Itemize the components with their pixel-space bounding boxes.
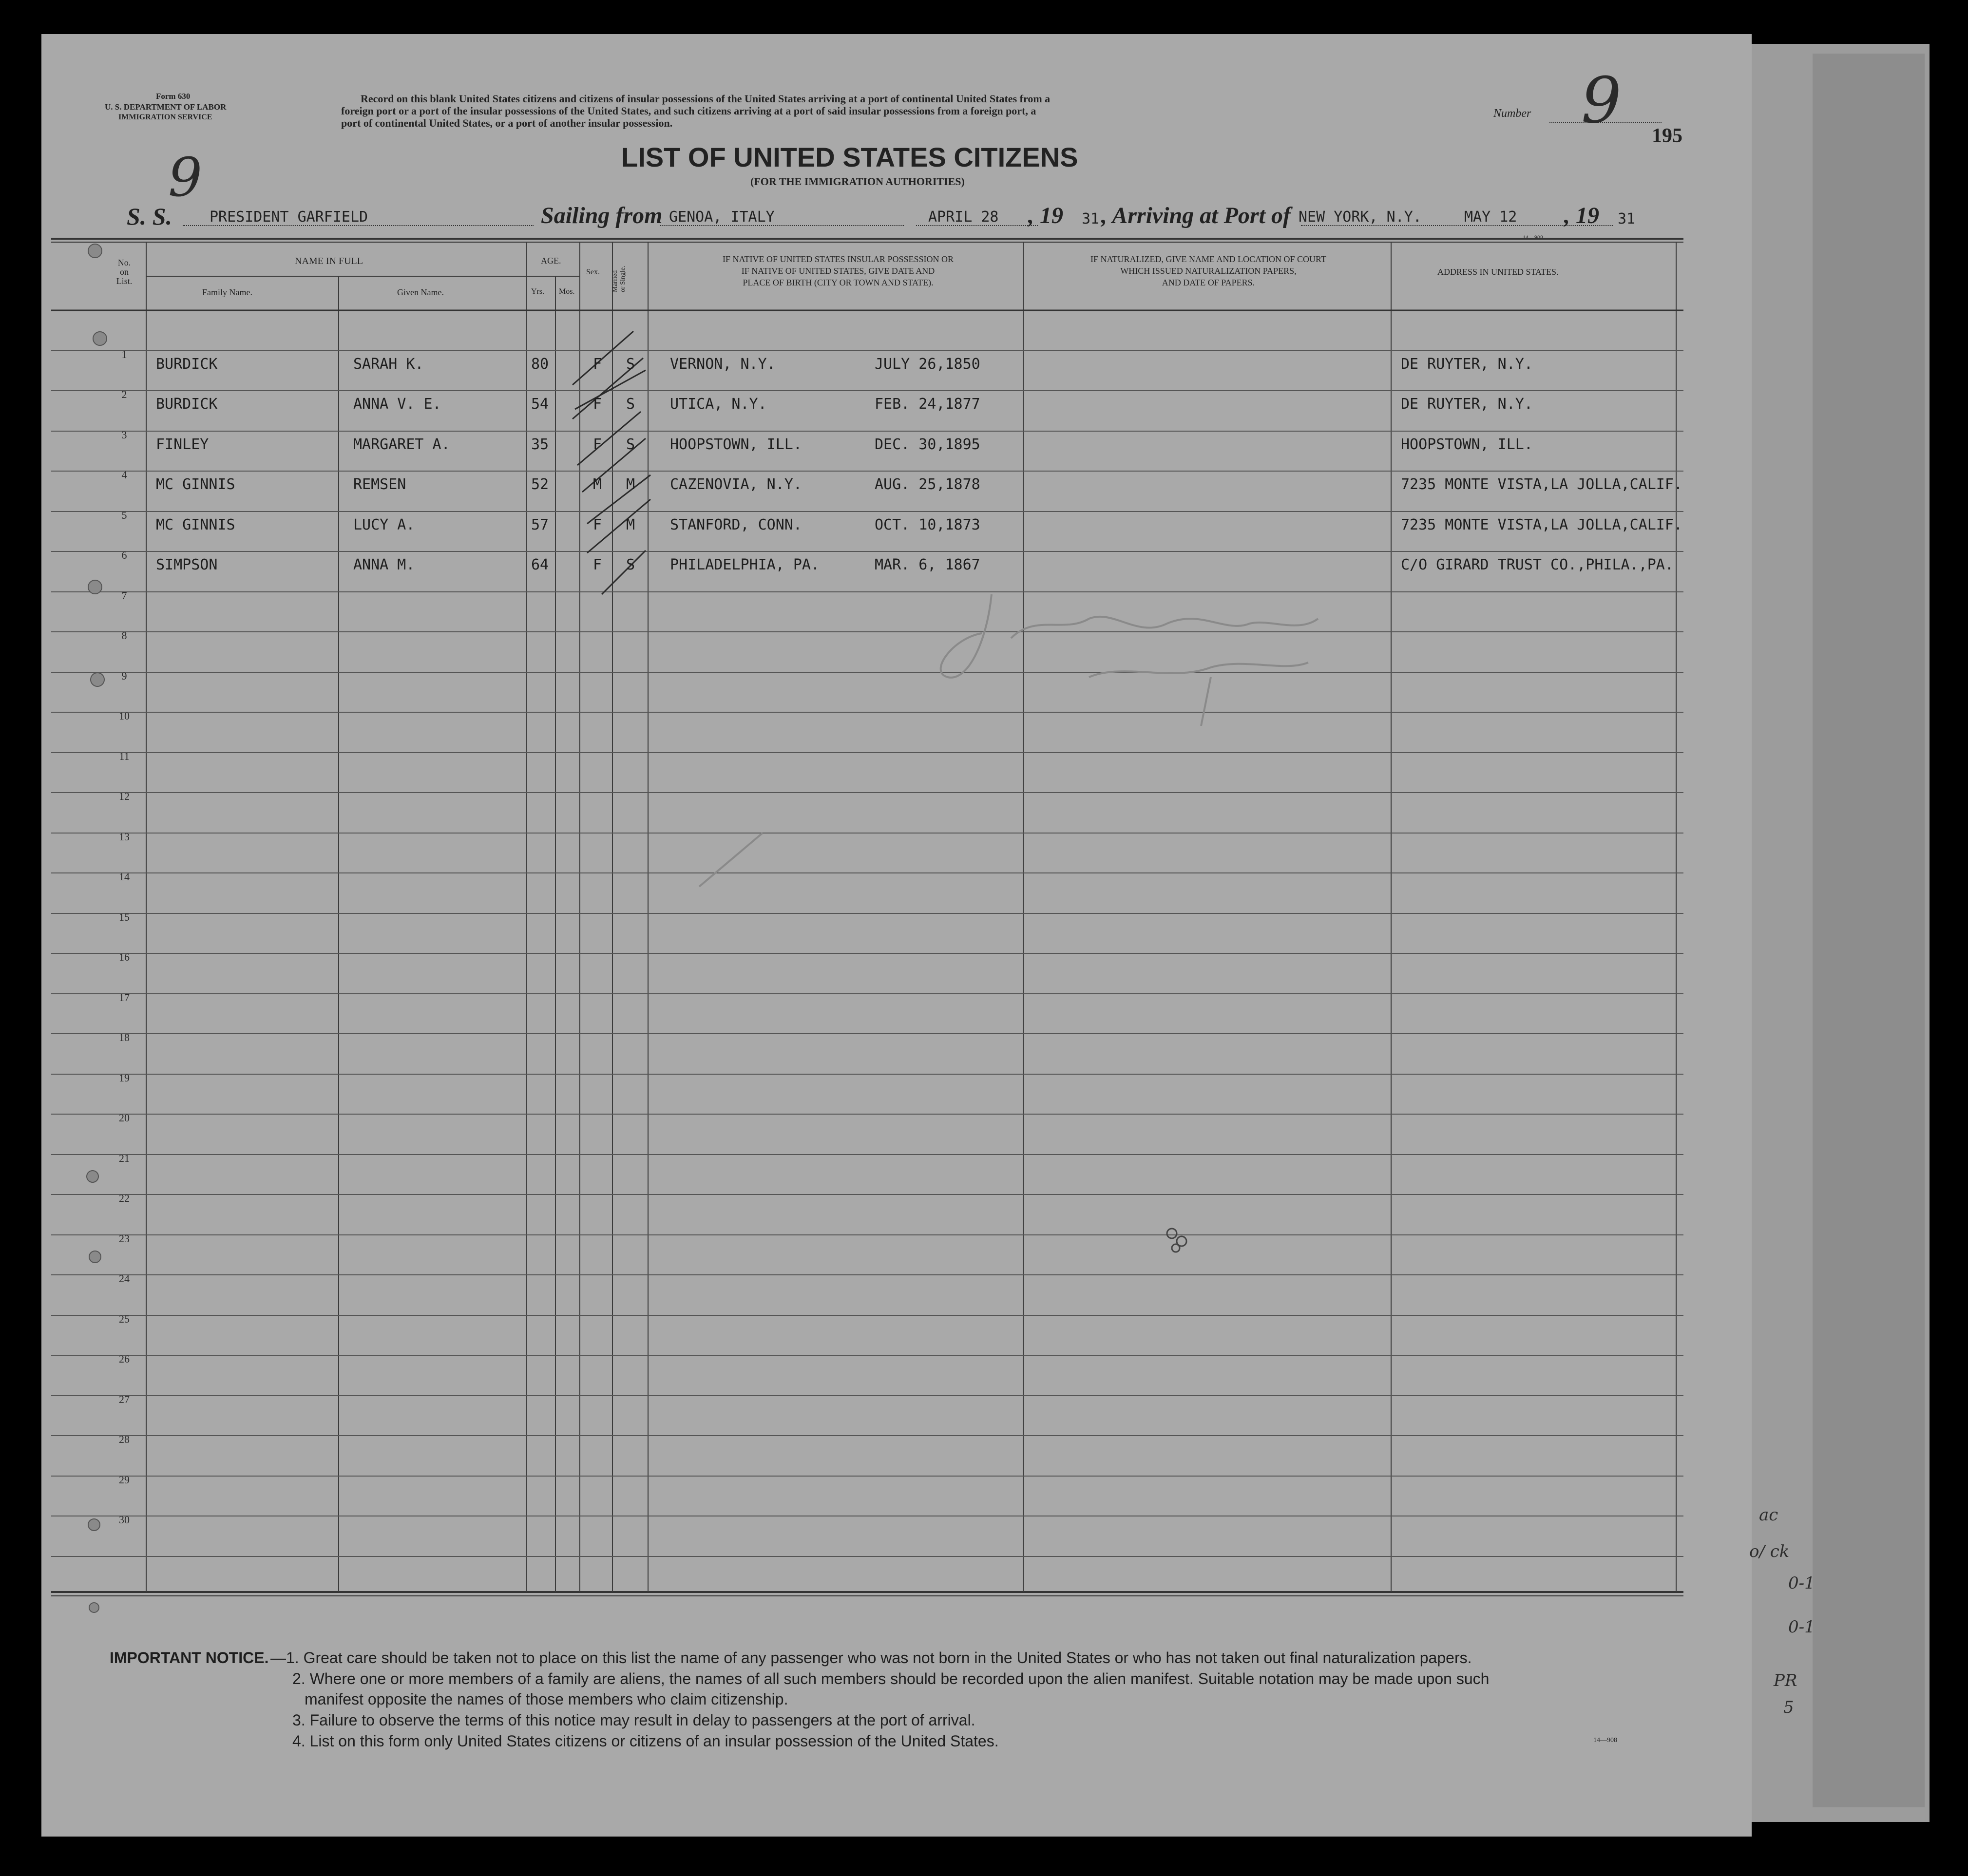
family-name-header: Family Name. [202, 287, 252, 297]
sex: F [593, 356, 602, 373]
small-print: 14—908 [1523, 234, 1543, 241]
address: DE RUYTER, N.Y. [1401, 356, 1533, 373]
departure-year-prefix: , 19 [1028, 203, 1063, 228]
arriving-label: , Arriving at Port of [1101, 203, 1291, 228]
birth-place: CAZENOVIA, N.Y. [670, 476, 802, 493]
birth-place: PHILADELPHIA, PA. [670, 556, 820, 573]
given-name: MARGARET A. [353, 436, 450, 453]
departure-year: 31 [1082, 210, 1100, 227]
family-name: MC GINNIS [156, 476, 235, 493]
ink-blot [1167, 1229, 1186, 1252]
address: 7235 MONTE VISTA,LA JOLLA,CALIF. [1401, 476, 1682, 493]
ss-label: S. S. [127, 203, 172, 230]
given-name: REMSEN [353, 476, 406, 493]
family-name: BURDICK [156, 356, 218, 373]
margin-note: 0-1 [1788, 1573, 1815, 1593]
birth-place: UTICA, N.Y. [670, 396, 767, 413]
family-name: FINLEY [156, 436, 209, 453]
arrival-port: NEW YORK, N.Y. [1299, 208, 1422, 226]
row-number: 12 [119, 790, 130, 802]
margin-note: 0-1 [1788, 1617, 1815, 1637]
age-header: AGE. [541, 256, 561, 265]
birth-date: OCT. 10,1873 [875, 516, 980, 533]
page-subtitle: (FOR THE IMMIGRATION AUTHORITIES) [750, 175, 965, 188]
arrival-date: MAY 12 [1464, 208, 1517, 226]
row-number: 7 [121, 589, 127, 602]
row-number: 27 [119, 1393, 130, 1405]
notice-item-2-cont: manifest opposite the names of those members who claim citizenship. [305, 1690, 788, 1708]
table-grid [41, 34, 1752, 1837]
sailing-label: Sailing from [541, 203, 663, 228]
birth-date: MAR. 6, 1867 [875, 556, 980, 573]
given-name: ANNA M. [353, 556, 415, 573]
marital-status: S [626, 396, 635, 413]
married-header [611, 266, 627, 292]
row-number: 18 [119, 1031, 130, 1043]
naturalized-header-line-1: IF NATURALIZED, GIVE NAME AND LOCATION OF COURT [1090, 254, 1326, 264]
row-number: 23 [119, 1232, 130, 1245]
married-header-line-1: Married [611, 270, 619, 292]
arrival-year: 31 [1618, 210, 1636, 227]
marital-status: S [626, 356, 635, 373]
row-number: 21 [119, 1152, 130, 1164]
margin-note: 5 [1783, 1698, 1794, 1717]
row-number: 3 [121, 429, 127, 441]
birth-date: FEB. 24,1877 [875, 396, 980, 413]
row-number: 26 [119, 1353, 130, 1365]
row-number: 30 [119, 1514, 130, 1526]
row-number: 28 [119, 1433, 130, 1445]
row-number: 13 [119, 831, 130, 843]
signature-stamp [699, 594, 1318, 887]
notice-item-3: 3. Failure to observe the terms of this notice may result in delay to passengers at the port of arrival. [292, 1711, 975, 1729]
row-number: 25 [119, 1313, 130, 1325]
birth-date: AUG. 25,1878 [875, 476, 980, 493]
col-no-header-line-2: on [120, 267, 129, 277]
sex: F [593, 516, 602, 533]
birth-date: DEC. 30,1895 [875, 436, 980, 453]
instruction-line-3: port of continental United States, or a port of another insular possession. [341, 117, 673, 129]
naturalized-header-line-3: AND DATE OF PAPERS. [1162, 278, 1255, 287]
margin-note: ac [1759, 1505, 1778, 1525]
age: 64 [531, 556, 549, 573]
birth-place: STANFORD, CONN. [670, 516, 802, 533]
row-number: 1 [121, 348, 127, 360]
row-number: 24 [119, 1272, 130, 1285]
row-number: 9 [121, 670, 127, 682]
row-number: 16 [119, 951, 130, 963]
sex: F [593, 436, 602, 453]
married-header-line-2: or Single. [619, 265, 627, 292]
row-number: 6 [121, 549, 127, 561]
notice-item-2: 2. Where one or more members of a family are aliens, the names of all such members should be recorded upon the alien manifest. Suitable notation may be made upon such [292, 1670, 1490, 1687]
birth-header-line-1: IF NATIVE OF UNITED STATES INSULAR POSSESSION OR [722, 254, 954, 264]
row-number: 29 [119, 1474, 130, 1486]
col-no-header [110, 258, 139, 286]
mos-header: Mos. [559, 287, 575, 296]
family-name: SIMPSON [156, 556, 218, 573]
page-number: 195 [1652, 125, 1682, 147]
department: U. S. DEPARTMENT OF LABOR [105, 102, 227, 112]
notice-heading: IMPORTANT NOTICE. [110, 1649, 269, 1667]
sex: F [593, 396, 602, 413]
departure-date: APRIL 28 [928, 208, 999, 226]
row-number: 22 [119, 1192, 130, 1204]
birth-date: JULY 26,1850 [875, 356, 980, 373]
instruction-line-1: Record on this blank United States citizens and citizens of insular possessions of the United States arriving at a port of continental United States from a [361, 93, 1051, 105]
address: 7235 MONTE VISTA,LA JOLLA,CALIF. [1401, 516, 1682, 533]
address: DE RUYTER, N.Y. [1401, 396, 1533, 413]
margin-note: PR [1774, 1671, 1797, 1690]
number-value: 9 [1581, 63, 1622, 137]
back-sheet-edge [1813, 54, 1925, 1807]
address: C/O GIRARD TRUST CO.,PHILA.,PA. [1401, 556, 1674, 573]
notice-item-1: —1. Great care should be taken not to place on this list the name of any passenger who was not born in the United States or who has not taken out final naturalization papers. [270, 1649, 1472, 1667]
birth-header-line-3: PLACE OF BIRTH (CITY OR TOWN AND STATE). [743, 278, 934, 287]
birth-header [655, 253, 1021, 288]
page-title: LIST OF UNITED STATES CITIZENS [621, 142, 1078, 172]
notice-item-4: 4. List on this form only United States citizens or citizens of an insular possession of the United States. [292, 1732, 999, 1750]
given-name: SARAH K. [353, 356, 424, 373]
marital-status: S [626, 436, 635, 453]
col-no-header-line-3: List. [116, 276, 133, 286]
birth-place: HOOPSTOWN, ILL. [670, 436, 802, 453]
naturalized-header [1028, 253, 1389, 288]
age: 57 [531, 516, 549, 533]
given-name: LUCY A. [353, 516, 415, 533]
birth-header-line-2: IF NATIVE OF UNITED STATES, GIVE DATE AND [741, 266, 935, 276]
row-number: 11 [119, 750, 130, 762]
row-number: 14 [119, 871, 130, 883]
row-number: 8 [121, 629, 127, 642]
notice-form-code: 14—908 [1593, 1737, 1617, 1744]
sex-header: Sex. [586, 268, 600, 276]
given-name: ANNA V. E. [353, 396, 441, 413]
row-number: 17 [119, 991, 130, 1004]
family-name: BURDICK [156, 396, 218, 413]
age: 35 [531, 436, 549, 453]
marital-status: M [626, 516, 635, 533]
row-number: 19 [119, 1072, 130, 1084]
marital-status: M [626, 476, 635, 493]
manifest-page [41, 34, 1752, 1837]
family-name: MC GINNIS [156, 516, 235, 533]
service: IMMIGRATION SERVICE [118, 113, 212, 121]
instruction-line-2: foreign port or a port of the insular possessions of the United States, and such citizens arriving at a port of said insular possessions from a foreign port, a [341, 105, 1036, 117]
row-number: 15 [119, 911, 130, 923]
sex: F [593, 556, 602, 573]
arrival-year-prefix: , 19 [1564, 203, 1599, 228]
age: 80 [531, 356, 549, 373]
marital-status: S [626, 556, 635, 573]
sex: M [593, 476, 602, 493]
row-number: 5 [121, 509, 127, 521]
age: 52 [531, 476, 549, 493]
name-in-full-header: NAME IN FULL [295, 256, 363, 266]
address: HOOPSTOWN, ILL. [1401, 436, 1533, 453]
corner-hand-number: 9 [168, 146, 202, 208]
margin-note: o/ ck [1749, 1542, 1790, 1561]
naturalized-header-line-2: WHICH ISSUED NATURALIZATION PAPERS, [1120, 266, 1297, 276]
ship-name: PRESIDENT GARFIELD [210, 208, 368, 226]
row-number: 2 [121, 388, 127, 400]
yrs-header: Yrs. [531, 287, 545, 296]
sailing-from: GENOA, ITALY [669, 208, 775, 226]
number-label: Number [1493, 107, 1531, 120]
row-number: 4 [121, 469, 127, 481]
given-name-header: Given Name. [397, 287, 444, 297]
age: 54 [531, 396, 549, 413]
form-number: Form 630 [156, 92, 191, 101]
col-no-header-line-1: No. [117, 258, 131, 267]
address-header: ADDRESS IN UNITED STATES. [1437, 267, 1559, 277]
row-number: 20 [119, 1112, 130, 1124]
birth-place: VERNON, N.Y. [670, 356, 776, 373]
row-number: 10 [119, 710, 130, 722]
